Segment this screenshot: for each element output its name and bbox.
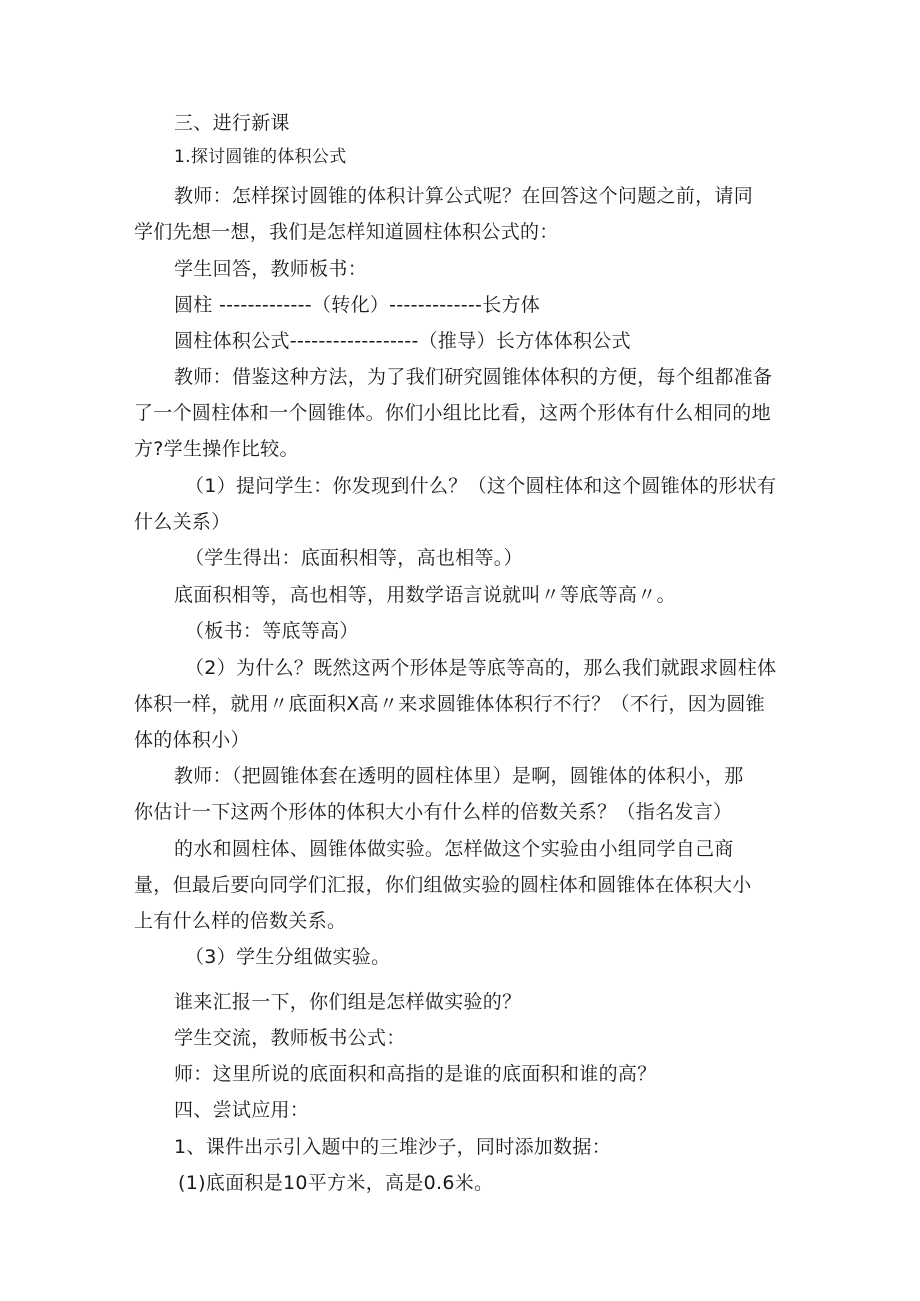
section-heading-4: 四、尝试应用： <box>174 1099 310 1121</box>
paragraph-line: 体积一样，就用〃底面积X高〃来求圆锥体体积行不行？（不行，因为圆锥 <box>134 693 765 715</box>
paragraph-line: 1、课件出示引入题中的三堆沙子，同时添加数据： <box>174 1136 611 1158</box>
paragraph-line: 量，但最后要向同学们汇报，你们组做实验的圆柱体和圆锥体在体积大小 <box>134 874 752 896</box>
paragraph-line: 什么关系） <box>134 511 231 533</box>
section-heading-3: 三、进行新课 <box>174 112 290 134</box>
paragraph-line: 了一个圆柱体和一个圆锥体。你们小组比比看，这两个形体有什么相同的地 <box>134 402 771 424</box>
paragraph-line: 你估计一下这两个形体的体积大小有什么样的倍数关系？（指名发言） <box>134 801 733 823</box>
question-3-line: （3）学生分组做实验。 <box>185 946 391 968</box>
paragraph-line: 学生回答，教师板书： <box>174 258 368 280</box>
problem-1-line: (1)底面积是10平方米，高是0.6米。 <box>178 1172 494 1194</box>
paragraph-line: 方?学生操作比较。 <box>134 438 299 460</box>
paragraph-line: 师：这里所说的底面积和高指的是谁的底面积和谁的高？ <box>174 1063 657 1085</box>
paragraph-line: 谁来汇报一下，你们组是怎样做实验的？ <box>174 991 522 1013</box>
question-2-line: （2）为什么？既然这两个形体是等底等高的，那么我们就跟求圆柱体 <box>185 657 777 679</box>
paragraph-line: 教师：借鉴这种方法，为了我们研究圆锥体体积的方便，每个组都准备 <box>174 366 773 388</box>
question-1-line: （1）提问学生：你发现到什么？（这个圆柱体和这个圆锥体的形状有 <box>185 475 777 497</box>
paragraph-line: 底面积相等，高也相等，用数学语言说就叫〃等底等高〃。 <box>174 584 676 606</box>
paragraph-line: （板书：等底等高） <box>185 620 359 642</box>
paragraph-line: 的水和圆柱体、圆锥体做实验。怎样做这个实验由小组同学自己商 <box>174 838 734 860</box>
paragraph-line: 学生交流，教师板书公式： <box>174 1027 406 1049</box>
paragraph-line: 教师：（把圆锥体套在透明的圆柱体里）是啊，圆锥体的体积小，那 <box>174 765 744 787</box>
subheading-1: 1.探讨圆锥的体积公式 <box>174 147 347 167</box>
paragraph-line: 上有什么样的倍数关系。 <box>134 910 347 932</box>
board-line-1: 圆柱 -------------（转化）-------------长方体 <box>174 294 541 316</box>
paragraph-line: 学们先想一想，我们是怎样知道圆柱体积公式的： <box>134 221 559 243</box>
paragraph-line: （学生得出：底面积相等，高也相等。） <box>185 547 523 569</box>
paragraph-line: 教师：怎样探讨圆锥的体积计算公式呢？在回答这个问题之前，请同 <box>174 185 754 207</box>
paragraph-line: 体的体积小） <box>134 729 250 751</box>
board-line-2: 圆柱体积公式------------------（推导）长方体体积公式 <box>174 330 631 352</box>
